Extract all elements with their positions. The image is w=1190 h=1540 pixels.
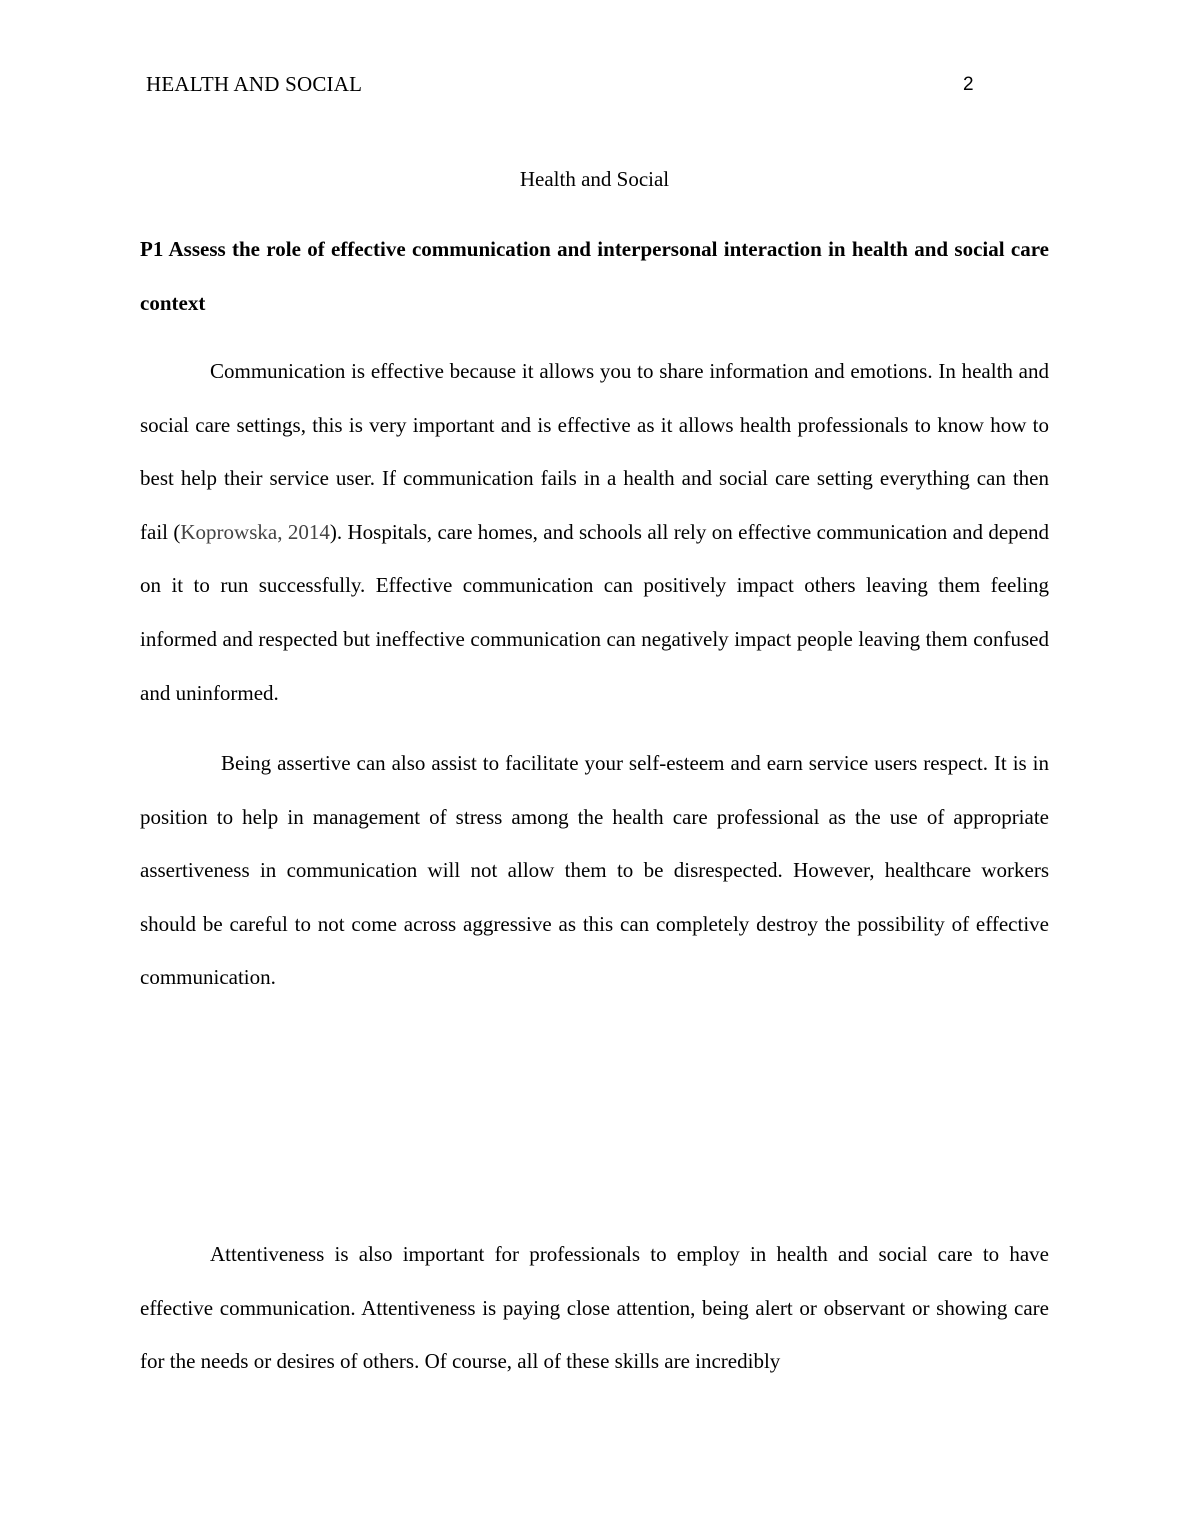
paragraph-assertiveness: Being assertive can also assist to facilitate your self-esteem and earn service users respect. It is in position to help in management of stress among the health care professional as the use of appropriate assertiveness in communication will not allow them to be disrespected. However, healthcare workers should be careful to not come across aggressive as this can completely destroy the possibility of effective communication.: [140, 751, 1049, 990]
document-title: Health and Social: [519, 167, 670, 191]
page-number: 2: [963, 74, 974, 95]
paragraph-text: Communication is effective because it allows you to share information and emotions. In health and social care settings, this is very important and is effective as it allows health professionals to know how to best help their service user. If communication fails in a health and social care setting everything can then fail (: [140, 359, 1049, 544]
paragraph-text: ). Hospitals, care homes, and schools all rely on effective communication and depend on it to run successfully. Effective communication can positively impact others leaving them feeling informed and respected but ineffective communication can negatively impact people leaving them confused and uninformed.: [140, 519, 1049, 705]
running-head: HEALTH AND SOCIAL: [146, 72, 363, 96]
paragraph-communication: [140, 345, 1049, 720]
section-heading: P1 Assess the role of effective communication and interpersonal interaction in health and social care context: [140, 237, 1049, 315]
citation-link: Koprowska, 2014: [180, 519, 330, 544]
paragraph-attentiveness: Attentiveness is also important for professionals to employ in health and social care to have effective communication. Attentiveness is paying close attention, being alert or observant or showing care for the needs or desires of others. Of course, all of these skills are incredibly: [140, 1242, 1049, 1374]
